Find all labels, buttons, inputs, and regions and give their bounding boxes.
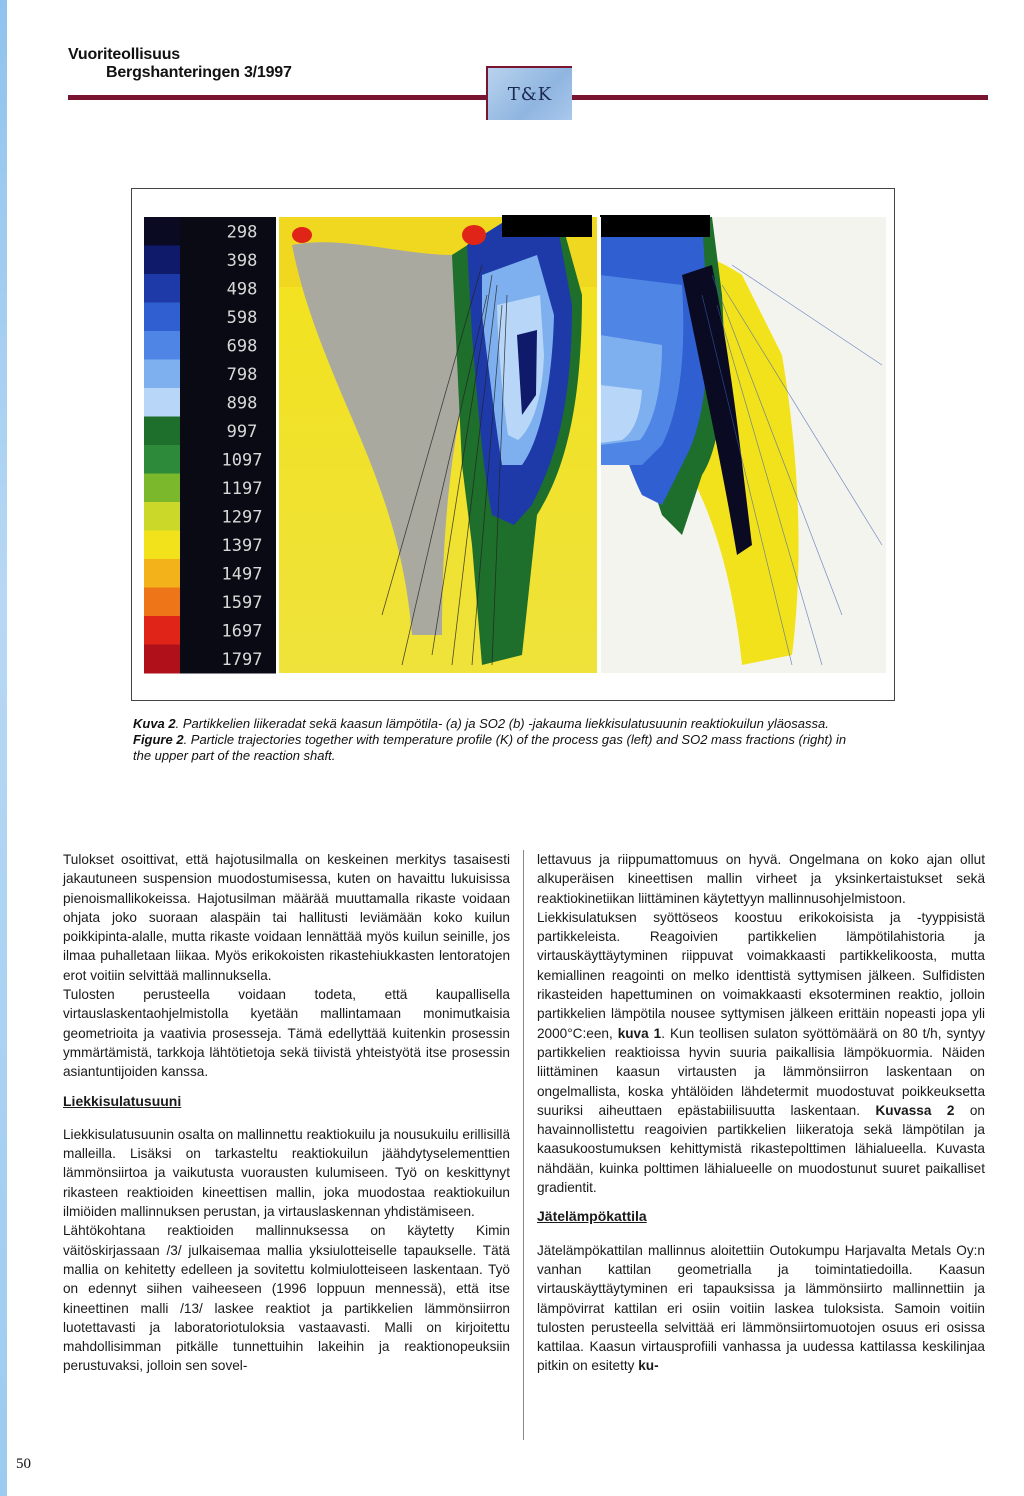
legend-label: 498 bbox=[226, 279, 258, 300]
legend-label: 1197 bbox=[221, 479, 263, 500]
legend-swatch bbox=[144, 502, 180, 531]
legend-label: 1297 bbox=[221, 507, 263, 528]
simulation-figure bbox=[142, 215, 886, 675]
section-heading-liekkisulatusuuni: Liekkisulatusuuni bbox=[63, 1092, 182, 1109]
legend-swatch bbox=[144, 445, 180, 474]
legend-swatch bbox=[144, 559, 180, 588]
page-edge-strip bbox=[0, 0, 7, 1496]
legend-label: 898 bbox=[226, 393, 258, 414]
temperature-panel bbox=[279, 215, 597, 673]
paragraph: Tulosten perusteella voidaan todeta, että kaupallisella virtauslaskentaohjelmistolla kyetään mallintamaan monimutkaisia geometrioita ja vaativia prosesseja. Tämä edellyttää kuitenkin prosessin ymmärtämistä, tarkkoja lähtötietoja sekä tiivistä yhteistyötä itse prosessin asiantuntijoiden kanssa. bbox=[63, 987, 510, 1080]
legend-swatch bbox=[144, 531, 180, 560]
figure-caption bbox=[133, 716, 863, 764]
text-run: Jätelämpökattilan mallinnus aloitettiin Outokumpu Harjavalta Metals Oy:n vanhan kattilan geometrialla ja toimintatiedoilla. Kaasun virtauskäyttäytyminen eri tapauksissa ja lämmönsiirto mallinnettiin ja lämpövirrat kattilan eri osiin voitiin laskea tuloksista. Samoin voitiin tulosten perusteella selvittää eri lämmönsiirtomuotojen osuus eri osissa kattilaa. Kaasun virtausprofiili vanhassa ja uudessa kattilassa keskilinjaa pitkin on esitetty bbox=[537, 1242, 985, 1374]
legend-label: 298 bbox=[226, 222, 258, 243]
text-run: Liekkisulatuksen syöttöseos koostuu erikokoisista ja -tyyppisistä partikkeleista. Reagoivien partikkelien lämpötilahistoria ja virtauskäyttäytyminen riippuvat voimakkaasti partikkelikoosta, mutta kemiallinen reagointi on melko identtistä syttymisen jälkeen. Sulfidisten rikasteiden hapettuminen on voimakkaasti eksoterminen reaktio, jolloin partikkelien lämpötila nousee syttymisen jälkeen erittäin nopeasti jopa yli 2000°C:een, bbox=[537, 909, 985, 1041]
section-heading-jatelampokattila: Jätelämpökattila bbox=[537, 1208, 647, 1225]
legend-label: 1597 bbox=[221, 593, 263, 614]
legend-swatch bbox=[144, 246, 180, 275]
paragraph bbox=[537, 1241, 985, 1376]
legend-swatch bbox=[144, 588, 180, 617]
header-rule-right bbox=[572, 95, 988, 100]
figure-reference: ku- bbox=[638, 1358, 659, 1374]
figure-reference: Kuvassa 2 bbox=[875, 1102, 955, 1118]
paragraph bbox=[537, 908, 985, 1197]
paragraph: Lähtökohtana reaktioiden mallinnuksessa on käytetty Kimin väitöskirjassaan /3/ julkaisemaa mallia yksiulotteiselle tapaukselle. Tätä mallia on kehitetty edelleen ja sovitettu kolmiulotteiseen laskentaan. Työ on edennyt siihen vaiheeseen (1996 loppuun mennessä), että itse kineettinen malli /13/ laskee reaktiot ja partikkelien lämmönsiirron luotettavasti ja laboratoriotuloksia vastaavasti. Malli on kirjoitettu mahdollisimman pitkälle tunnettuihin lakeihin ja reaktionopeuksiin perustuvaksi, jolloin sen sovel- bbox=[63, 1223, 510, 1374]
column-divider bbox=[523, 850, 524, 1440]
legend-swatch bbox=[144, 616, 180, 645]
legend-swatch bbox=[144, 331, 180, 360]
legend-swatch bbox=[144, 217, 180, 246]
legend-label: 1697 bbox=[221, 621, 263, 642]
legend-label: 698 bbox=[226, 336, 258, 357]
header-rule-left bbox=[68, 95, 486, 100]
temperature-legend bbox=[144, 217, 276, 674]
legend-label: 1397 bbox=[221, 536, 263, 557]
figure-frame bbox=[131, 188, 895, 701]
caption-en-text: . Particle trajectories together with temperature profile (K) of the process gas (left) and SO2 mass fractions (right) in the upper part of the reaction shaft. bbox=[133, 732, 847, 763]
journal-header bbox=[68, 46, 292, 82]
paragraph: Tulokset osoittivat, että hajotusilmalla on keskeinen merkitys tasaisesti jakautuneen suspension muodostumisessa, kuten on havaittu lukuisissa pienoismallikokeissa. Hajotusilman määrää muuttamalla rikaste voidaan ohjata joko suoraan alaspäin tai hallitusti leviämään koko kuilun poikkipinta-alalle, mutta rikaste voidaan lennättää myös kuilun seinille, jos ilmaa puhalletaan liikaa. Myös erikokoisten rikastehiukkasten lentoratojen erot voitiin selvittää mallinnuksella. bbox=[63, 852, 510, 983]
paragraph: lettavuus ja riippumattomuus on hyvä. Ongelmana on koko ajan ollut alkuperäisen kineettisen mallin virheet ja yksinkertaistukset sekä reaktiokinetiikan liittäminen käytettyyn mallinnusohjelmistoon. bbox=[537, 852, 985, 906]
legend-swatch bbox=[144, 360, 180, 389]
paragraph: Liekkisulatusuunin osalta on mallinnettu reaktiokuilu ja nousukuilu erillisillä malleilla. Lisäksi on tarkasteltu reaktiokuilun jäähdytyselementtien lämmönsiirtoa ja vaikutusta vuorausten kulumiseen. Työ on keskittynyt rikasteen reaktioiden kineettisen mallin, joka muodostaa reaktiokuilun ilmiöiden mallinnuksen perustan, ja virtauslaskennan yhdistämiseen. bbox=[63, 1126, 510, 1220]
legend-label: 997 bbox=[226, 422, 258, 443]
legend-swatch bbox=[144, 417, 180, 446]
legend-swatch bbox=[144, 645, 180, 674]
legend-label: 398 bbox=[226, 251, 258, 272]
legend-swatch bbox=[144, 274, 180, 303]
legend-label: 1497 bbox=[221, 564, 263, 585]
legend-label: 1797 bbox=[221, 650, 263, 671]
text-run: on havainnollistettu reagoivien partikkelien liikeratoja sekä lämpötilan ja kaasukoostumuksen kehittymistä rikastepolttimen lähialueella. Kuvasta nähdään, kuinka polttimen lähialueelle on muodostunut suuret paikalliset gradientit. bbox=[537, 1102, 985, 1196]
caption-finnish bbox=[133, 716, 863, 732]
text-column-left bbox=[63, 850, 510, 1376]
legend-swatch bbox=[144, 303, 180, 332]
caption-english bbox=[133, 732, 863, 764]
page-number: 50 bbox=[16, 1456, 31, 1472]
text-run: . Kun teollisen sulaton syöttömäärä on 80 t/h, syntyy partikkelien reaktioissa hyvin suuria paikallisia lämpökuormia. Näiden liittäminen kaasun virtausten ja lämmönsiirron laskentaan on ongelmallista, koska yhtälöiden lähdetermit muodostuvat poikkeuksetta suuriksi aiheuttaen epästabiilisuutta laskentaan. bbox=[537, 1025, 985, 1118]
legend-swatch bbox=[144, 474, 180, 503]
text-column-right bbox=[537, 850, 985, 1376]
so2-panel bbox=[598, 215, 886, 673]
legend-label: 1097 bbox=[221, 450, 263, 471]
journal-name: Vuoriteollisuus bbox=[68, 46, 180, 63]
legend-label: 598 bbox=[226, 308, 258, 329]
caption-fi-text: . Partikkelien liikeradat sekä kaasun lämpötila- (a) ja SO2 (b) -jakauma liekkisulatusuunin reaktiokuilun yläosassa. bbox=[175, 716, 829, 731]
caption-fi-label: Kuva 2 bbox=[133, 716, 176, 731]
legend-swatch bbox=[144, 388, 180, 417]
figure-reference: kuva 1 bbox=[617, 1025, 662, 1041]
legend-label: 798 bbox=[226, 365, 258, 386]
journal-issue: Bergshanteringen 3/1997 bbox=[106, 64, 292, 81]
caption-en-label: Figure 2 bbox=[133, 732, 184, 747]
tk-logo: T&K bbox=[486, 66, 572, 120]
